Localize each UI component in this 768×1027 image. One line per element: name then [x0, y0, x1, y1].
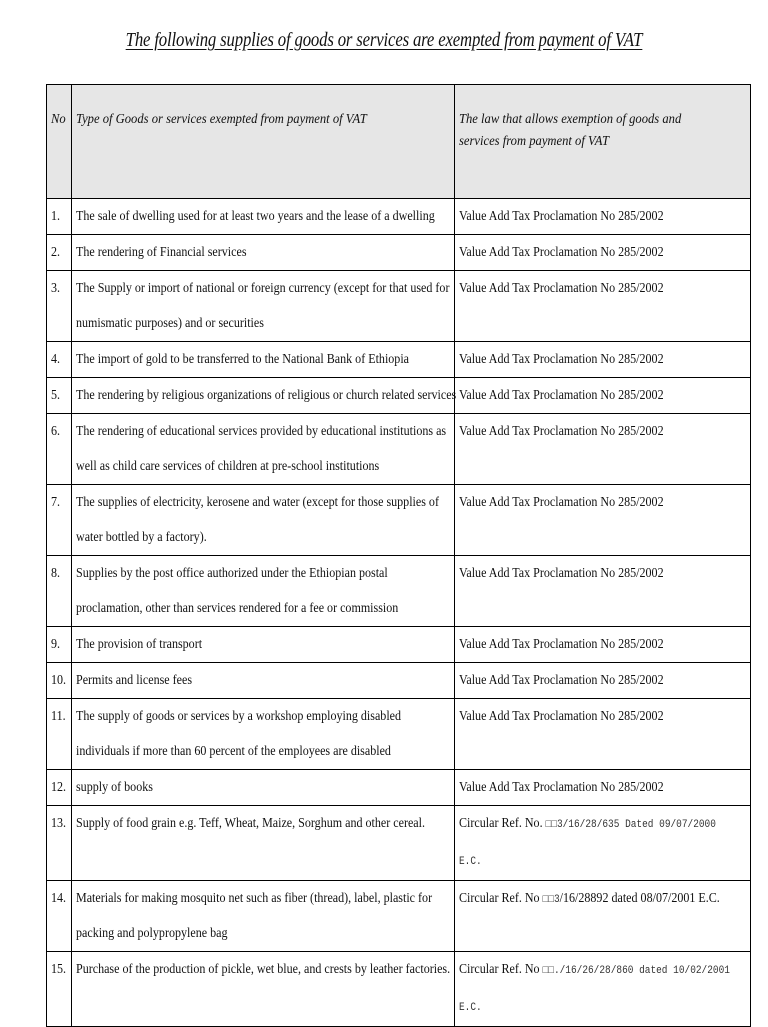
row-number: 14. [47, 881, 72, 952]
header-type: Type of Goods or services exempted from payment of VAT [72, 85, 455, 199]
table-row [47, 627, 751, 663]
table-row [47, 485, 751, 556]
row-type: The provision of transport [72, 627, 455, 663]
row-type: supply of books [72, 770, 455, 806]
row-law: Value Add Tax Proclamation No 285/2002 [455, 556, 751, 627]
row-type: The rendering of Financial services [72, 235, 455, 271]
row-law: Value Add Tax Proclamation No 285/2002 [455, 699, 751, 770]
table-row [47, 952, 751, 1027]
row-law: Value Add Tax Proclamation No 285/2002 [455, 342, 751, 378]
row-law: Circular Ref. No □□3/16/28892 dated 08/07/2001 E.C. [455, 881, 751, 952]
row-type: The rendering of educational services provided by educational institutions as well as child care services of children at pre-school institutions [72, 414, 455, 485]
table-row [47, 806, 751, 881]
table-row [47, 770, 751, 806]
row-number: 7. [47, 485, 72, 556]
row-number: 4. [47, 342, 72, 378]
vat-exemption-table [46, 84, 751, 1027]
row-law: Value Add Tax Proclamation No 285/2002 [455, 770, 751, 806]
row-law: Value Add Tax Proclamation No 285/2002 [455, 485, 751, 556]
table-row [47, 199, 751, 235]
row-number: 10. [47, 663, 72, 699]
row-type: The supply of goods or services by a workshop employing disabled individuals if more than 60 percent of the employees are disabled [72, 699, 455, 770]
table-row [47, 378, 751, 414]
header-law: The law that allows exemption of goods and services from payment of VAT [455, 85, 751, 199]
table-row [47, 556, 751, 627]
row-law: Value Add Tax Proclamation No 285/2002 [455, 627, 751, 663]
table-row [47, 414, 751, 485]
row-type: The import of gold to be transferred to the National Bank of Ethiopia [72, 342, 455, 378]
row-law: Value Add Tax Proclamation No 285/2002 [455, 235, 751, 271]
row-number: 8. [47, 556, 72, 627]
row-type: The rendering by religious organizations of religious or church related services [72, 378, 455, 414]
row-type: Supplies by the post office authorized under the Ethiopian postal proclamation, other than services rendered for a fee or commission [72, 556, 455, 627]
row-number: 2. [47, 235, 72, 271]
row-law: Value Add Tax Proclamation No 285/2002 [455, 378, 751, 414]
table-row [47, 342, 751, 378]
table-row [47, 235, 751, 271]
table-row [47, 699, 751, 770]
row-number: 9. [47, 627, 72, 663]
row-type: Supply of food grain e.g. Teff, Wheat, Maize, Sorghum and other cereal. [72, 806, 455, 881]
table-row [47, 881, 751, 952]
row-law: Value Add Tax Proclamation No 285/2002 [455, 271, 751, 342]
row-type: The sale of dwelling used for at least two years and the lease of a dwelling [72, 199, 455, 235]
row-number: 12. [47, 770, 72, 806]
row-type: Materials for making mosquito net such as fiber (thread), label, plastic for packing and polypropylene bag [72, 881, 455, 952]
row-number: 1. [47, 199, 72, 235]
row-type: Purchase of the production of pickle, wet blue, and crests by leather factories. [72, 952, 455, 1027]
row-law: Circular Ref. No. □□3/16/28/635 Dated 09/07/2000 E.C. [455, 806, 751, 881]
row-number: 13. [47, 806, 72, 881]
table-row [47, 663, 751, 699]
row-type: Permits and license fees [72, 663, 455, 699]
row-law: Value Add Tax Proclamation No 285/2002 [455, 663, 751, 699]
row-number: 3. [47, 271, 72, 342]
row-number: 5. [47, 378, 72, 414]
row-type: The supplies of electricity, kerosene and water (except for those supplies of water bottled by a factory). [72, 485, 455, 556]
row-type: The Supply or import of national or foreign currency (except for that used for numismatic purposes) and or securities [72, 271, 455, 342]
row-number: 11. [47, 699, 72, 770]
row-number: 6. [47, 414, 72, 485]
row-number: 15. [47, 952, 72, 1027]
table-row [47, 271, 751, 342]
row-law: Value Add Tax Proclamation No 285/2002 [455, 414, 751, 485]
row-law: Circular Ref. No □□./16/26/28/860 dated 10/02/2001 E.C. [455, 952, 751, 1027]
row-law: Value Add Tax Proclamation No 285/2002 [455, 199, 751, 235]
document-title: The following supplies of goods or services are exempted from payment of VAT [125, 30, 643, 51]
header-no: No [47, 85, 72, 199]
table-header-row [47, 85, 751, 199]
